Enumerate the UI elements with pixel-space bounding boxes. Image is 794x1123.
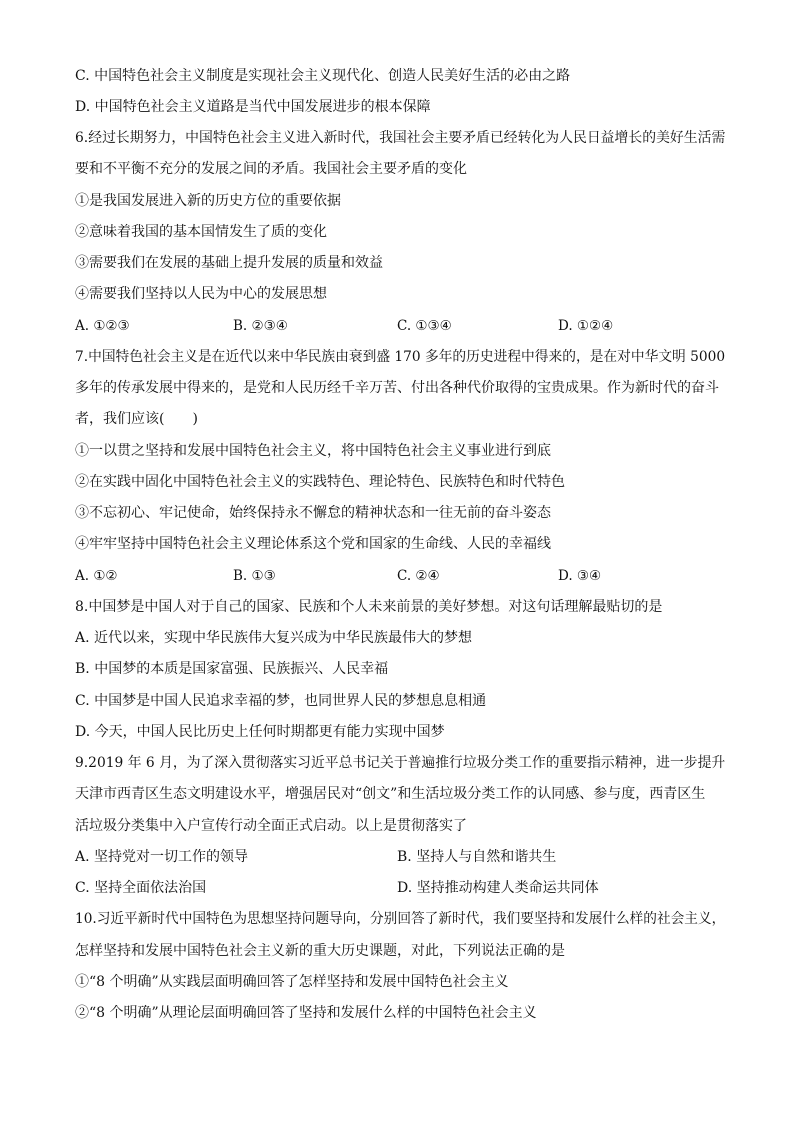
q10-statement-2: ②“8 个明确”从理论层面明确回答了坚持和发展什么样的中国特色社会主义: [75, 1005, 537, 1021]
q7-option-b: B. ①③: [233, 568, 276, 584]
q10-stem-line-1: 10.习近平新时代中国特色为思想坚持问题导向，分别回答了新时代，我们要坚持和发展什么样的社会主义，: [75, 911, 726, 927]
q6-option-b: B. ②③④: [233, 318, 288, 334]
q8-option-d: D. 今天，中国人民比历史上任何时期都更有能力实现中国梦: [75, 724, 445, 740]
q10-stem-line-2: 怎样坚持和发展中国特色社会主义新的重大历史课题，对此，下列说法正确的是: [75, 943, 565, 959]
q7-stem-line-3: 者，我们应该( ): [75, 411, 198, 427]
q9-option-d: D. 坚持推动构建人类命运共同体: [397, 880, 599, 896]
q7-options: [75, 566, 725, 586]
q6-statement-1: ①是我国发展进入新的历史方位的重要依据: [75, 193, 341, 209]
q6-statement-3: ③需要我们在发展的基础上提升发展的质量和效益: [75, 255, 383, 271]
q7-statement-2: ②在实践中固化中国特色社会主义的实践特色、理论特色、民族特色和时代特色: [75, 474, 565, 490]
q7-statement-3: ③不忘初心、牢记使命，始终保持永不懈怠的精神状态和一往无前的奋斗姿态: [75, 505, 551, 521]
q9-stem-line-1: 9.2019 年 6 月，为了深入贯彻落实习近平总书记关于普遍推行垃圾分类工作的重要指示精神，进一步提升: [75, 755, 726, 771]
q6-stem-line-2: 要和不平衡不充分的发展之间的矛盾。我国社会主要矛盾的变化: [75, 161, 467, 177]
q7-stem-line-2: 多年的传承发展中得来的，是党和人民历经千辛万苦、付出各种代价取得的宝贵成果。作为新时代的奋斗: [75, 380, 719, 396]
q9-option-c: C. 坚持全面依法治国: [75, 880, 207, 896]
q7-statement-1: ①一以贯之坚持和发展中国特色社会主义，将中国特色社会主义事业进行到底: [75, 443, 551, 459]
q9-option-a: A. 坚持党对一切工作的领导: [75, 849, 249, 865]
q5-option-c: C. 中国特色社会主义制度是实现社会主义现代化、创造人民美好生活的必由之路: [75, 68, 571, 84]
q6-stem-line-1: 6.经过长期努力，中国特色社会主义进入新时代，我国社会主要矛盾已经转化为人民日益增长的美好生活需: [75, 130, 726, 146]
q7-option-c: C. ②④: [397, 568, 440, 584]
q8-option-b: B. 中国梦的本质是国家富强、民族振兴、人民幸福: [75, 661, 389, 677]
q9-option-b: B. 坚持人与自然和谐共生: [397, 849, 557, 865]
q9-options-row-1: [75, 847, 725, 867]
q9-stem-line-3: 活垃圾分类集中入户宣传行动全面正式启动。以上是贯彻落实了: [75, 818, 467, 834]
q8-option-c: C. 中国梦是中国人民追求幸福的梦，也同世界人民的梦想息息相通: [75, 693, 487, 709]
q6-statement-2: ②意味着我国的基本国情发生了质的变化: [75, 224, 327, 240]
q6-options: [75, 316, 725, 336]
q7-option-a: A. ①②: [75, 568, 118, 584]
q6-statement-4: ④需要我们坚持以人民为中心的发展思想: [75, 286, 327, 302]
q5-option-d: D. 中国特色社会主义道路是当代中国发展进步的根本保障: [75, 99, 431, 115]
q8-stem: 8.中国梦是中国人对于自己的国家、民族和个人未来前景的美好梦想。对这句话理解最贴切的是: [75, 599, 663, 615]
q9-stem-line-2: 天津市西青区生态文明建设水平，增强居民对“创文”和生活垃圾分类工作的认同感、参与度，西青区生: [75, 786, 706, 802]
q6-option-d: D. ①②④: [558, 318, 614, 334]
q10-statement-1: ①“8 个明确”从实践层面明确回答了怎样坚持和发展中国特色社会主义: [75, 974, 509, 990]
q7-statement-4: ④牢牢坚持中国特色社会主义理论体系这个党和国家的生命线、人民的幸福线: [75, 536, 551, 552]
q7-stem-line-1: 7.中国特色社会主义是在近代以来中华民族由衰到盛 170 多年的历史进程中得来的，是在对中华文明 5000: [75, 349, 726, 365]
q6-option-a: A. ①②③: [75, 318, 130, 334]
q8-option-a: A. 近代以来，实现中华民族伟大复兴成为中华民族最伟大的梦想: [75, 630, 473, 646]
q9-options-row-2: [75, 878, 725, 898]
q6-option-c: C. ①③④: [397, 318, 452, 334]
q7-option-d: D. ③④: [558, 568, 602, 584]
